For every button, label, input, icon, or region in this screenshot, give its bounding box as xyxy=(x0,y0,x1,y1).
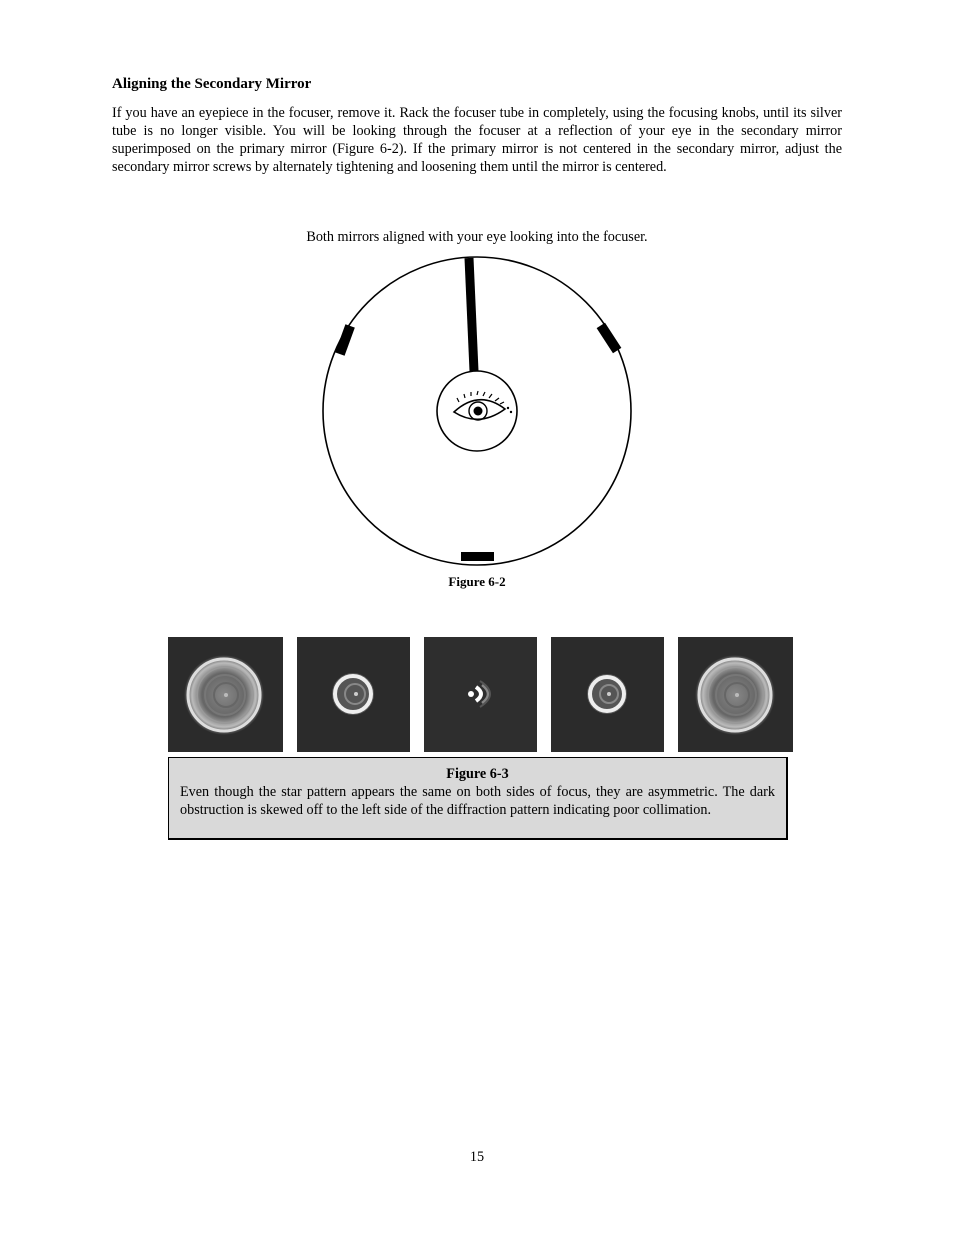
mirror-clip-left xyxy=(335,324,355,356)
star-pattern-panel xyxy=(168,637,283,752)
mirror-clip-right xyxy=(597,323,622,354)
star-pattern-panel xyxy=(297,637,410,752)
figure-6-2-diagram xyxy=(316,256,638,566)
section-heading: Aligning the Secondary Mirror xyxy=(112,76,312,92)
figure-6-2-label: Figure 6-2 xyxy=(448,574,506,589)
spider-vane xyxy=(469,258,474,371)
star-pattern-panel xyxy=(424,637,537,752)
instructions-paragraph: If you have an eyepiece in the focuser, remove it. Rack the focuser tube in completely, using the focusing knobs, until its silver tube is no longer visible. You will be looking through the focuser at a reflection of your eye in the secondary mirror superimposed on the primary mirror (Figure 6-2). If the primary mirror is not centered in the secondary mirror, adjust the secondary mirror screws by alternately tightening and loosening them until the mirror is centered. xyxy=(112,105,842,175)
star-pattern-panel xyxy=(551,637,664,752)
figure-6-2-intro: Both mirrors aligned with your eye looking into the focuser. xyxy=(306,229,648,245)
figure-6-3-caption-box xyxy=(168,757,788,840)
mirror-clip-bottom xyxy=(461,552,494,561)
figure-6-3-label: Figure 6-3 xyxy=(446,766,509,782)
figure-6-3-caption: Even though the star pattern appears the same on both sides of focus, they are asymmetric. The dark obstruction is skewed off to the left side of the diffraction pattern indicating poor collimation. xyxy=(180,784,775,818)
page-number: 15 xyxy=(469,1149,485,1165)
star-pattern-panel xyxy=(678,637,793,752)
figure-6-3-star-patterns xyxy=(0,637,954,755)
